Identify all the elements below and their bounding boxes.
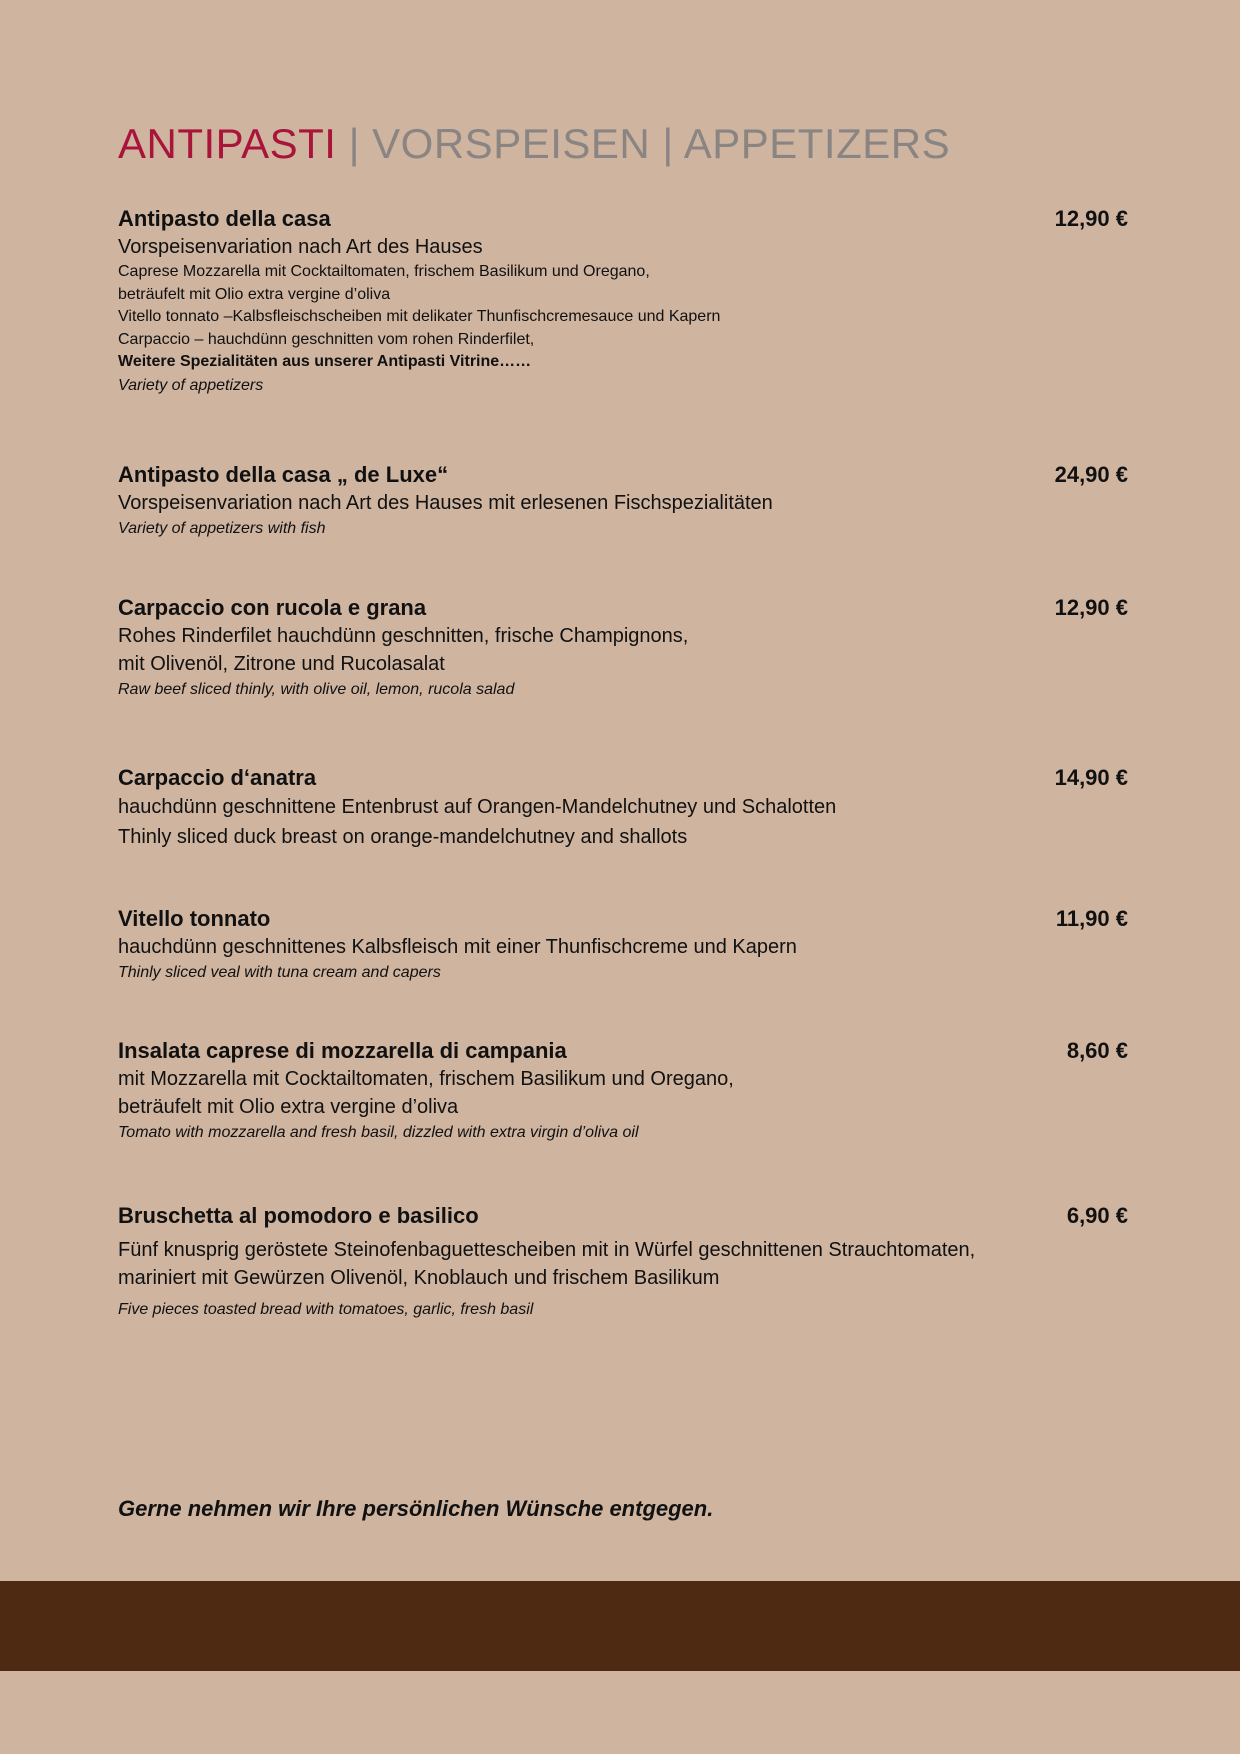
dish-price: 11,90 € — [1055, 906, 1128, 931]
menu-item-antipasto-della-casa — [118, 205, 1128, 398]
dish-description: Thinly sliced duck breast on orange-mandelchutney and shallots — [118, 826, 688, 848]
page-title — [118, 120, 950, 168]
dish-english: Thinly sliced veal with tuna cream and capers — [118, 964, 441, 981]
dish-name: Antipasto della casa „ de Luxe“ — [118, 462, 449, 487]
dish-detail: Caprese Mozzarella mit Cocktailtomaten, frischem Basilikum und Oregano, — [118, 263, 650, 280]
dish-price: 24,90 € — [1054, 462, 1128, 487]
dish-price: 12,90 € — [1054, 206, 1128, 231]
dish-detail: Vitello tonnato –Kalbsfleischscheiben mit delikater Thunfischcremesauce und Kapern — [118, 308, 721, 326]
dish-highlight: Weitere Spezialitäten aus unserer Antipasti Vitrine…… — [118, 353, 532, 371]
dish-english: Tomato with mozzarella and fresh basil, dizzled with extra virgin d’oliva oil — [118, 1124, 639, 1141]
dish-name: Insalata caprese di mozzarella di campania — [118, 1038, 567, 1063]
dish-detail: beträufelt mit Olio extra vergine d’oliva — [118, 285, 391, 303]
dish-description: Fünf knusprig geröstete Steinofenbaguettescheiben mit in Würfel geschnittenen Strauchtomaten, — [118, 1239, 976, 1261]
dish-english: Variety of appetizers — [118, 376, 264, 394]
dish-english: Raw beef sliced thinly, with olive oil, lemon, rucola salad — [118, 681, 515, 698]
title-separator: | — [336, 120, 373, 167]
title-appetizers: APPETIZERS — [683, 120, 951, 167]
dish-english: Variety of appetizers with fish — [118, 520, 326, 537]
dish-english: Five pieces toasted bread with tomatoes, garlic, fresh basil — [118, 1301, 534, 1318]
menu-item-carpaccio-rucola — [118, 594, 1128, 702]
menu-item-antipasto-deluxe — [118, 461, 1128, 541]
dish-name: Carpaccio con rucola e grana — [118, 595, 427, 620]
title-separator: | — [650, 120, 684, 167]
dish-description: mit Mozzarella mit Cocktailtomaten, frischem Basilikum und Oregano, — [118, 1068, 734, 1090]
dish-description: mit Olivenöl, Zitrone und Rucolasalat — [118, 653, 445, 675]
dish-name: Vitello tonnato — [118, 906, 271, 931]
dish-name: Carpaccio d‘anatra — [118, 765, 317, 790]
dish-description: hauchdünn geschnittenes Kalbsfleisch mit einer Thunfischcreme und Kapern — [118, 936, 797, 958]
footer-band — [0, 1581, 1240, 1671]
dish-description: beträufelt mit Olio extra vergine d’oliva — [118, 1096, 459, 1118]
dish-price: 12,90 € — [1054, 595, 1128, 620]
menu-item-insalata-caprese — [118, 1037, 1128, 1145]
dish-price: 8,60 € — [1066, 1038, 1128, 1063]
dish-price: 6,90 € — [1066, 1203, 1128, 1228]
menu-item-vitello-tonnato — [118, 905, 1128, 985]
dish-subtitle: Vorspeisenvariation nach Art des Hauses — [118, 236, 483, 258]
title-vorspeisen: VORSPEISEN — [372, 120, 651, 167]
dish-description: mariniert mit Gewürzen Olivenöl, Knoblauch und frischem Basilikum — [118, 1267, 720, 1289]
dish-price: 14,90 € — [1054, 765, 1128, 790]
dish-name: Bruschetta al pomodoro e basilico — [118, 1203, 479, 1228]
menu-item-carpaccio-anatra — [118, 764, 1128, 852]
dish-description: hauchdünn geschnittene Entenbrust auf Orangen-Mandelchutney und Schalotten — [118, 796, 837, 818]
dish-description: Rohes Rinderfilet hauchdünn geschnitten, frische Champignons, — [118, 625, 689, 647]
dish-name: Antipasto della casa — [118, 206, 331, 231]
dish-description: Vorspeisenvariation nach Art des Hauses mit erlesenen Fischspezialitäten — [118, 492, 773, 514]
title-antipasti: ANTIPASTI — [118, 120, 337, 167]
menu-item-bruschetta — [118, 1202, 1128, 1322]
footer-note: Gerne nehmen wir Ihre persönlichen Wünsche entgegen. — [118, 1496, 714, 1521]
dish-detail: Carpaccio – hauchdünn geschnitten vom rohen Rinderfilet, — [118, 330, 535, 348]
